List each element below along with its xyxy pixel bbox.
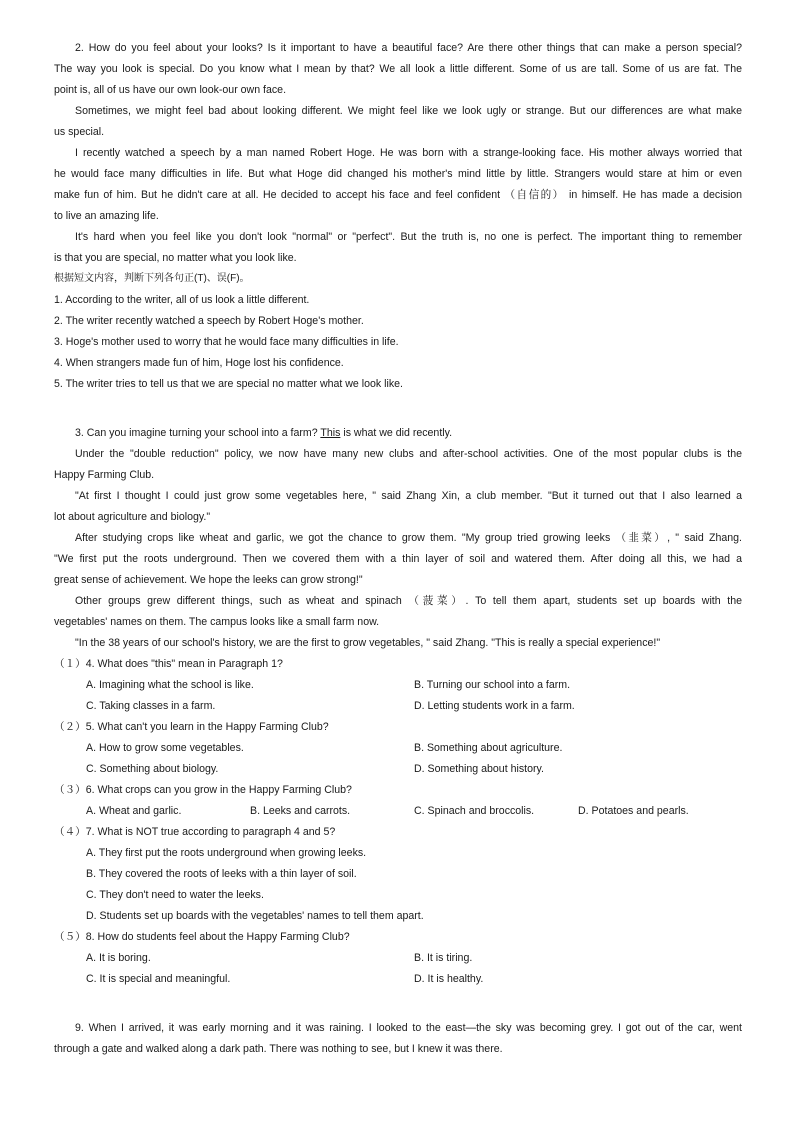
option-d: D. Potatoes and pearls. (578, 805, 689, 817)
passage3-text: 3. Can you imagine turning your school into a farm? (75, 427, 321, 439)
option-a: A. They first put the roots underground when growing leeks. (86, 847, 367, 859)
passage9-line: 9. When I arrived, it was early morning and it was raining. I looked to the east—the sky was becoming grey. I got out of the car, went (75, 1022, 742, 1034)
tf-statement: 3. Hoge's mother used to worry that he would face many difficulties in life. (54, 336, 399, 348)
passage3-line: Happy Farming Club. (54, 469, 155, 481)
option-b: B. Something about agriculture. (414, 742, 563, 754)
question-stem: （５）8. How do students feel about the Happy Farming Club? (54, 931, 350, 943)
passage2-line: to live an amazing life. (54, 210, 159, 222)
question-stem: （３）6. What crops can you grow in the Happy Farming Club? (54, 784, 352, 796)
option-d: D. Letting students work in a farm. (414, 700, 575, 712)
option-a: A. Imagining what the school is like. (86, 679, 254, 691)
passage2-line: point is, all of us have our own look-our own face. (54, 84, 287, 96)
option-c: C. Something about biology. (86, 763, 219, 775)
option-b: B. They covered the roots of leeks with a thin layer of soil. (86, 868, 357, 880)
passage3-line: great sense of achievement. We hope the leeks can grow strong!" (54, 574, 363, 586)
option-c: C. They don't need to water the leeks. (86, 889, 264, 901)
option-d: D. Students set up boards with the vegetables' names to tell them apart. (86, 910, 424, 922)
option-a: A. It is boring. (86, 952, 151, 964)
option-b: B. Leeks and carrots. (250, 805, 351, 817)
option-c: C. Spinach and broccolis. (414, 805, 535, 817)
passage3-line: "We first put the roots underground. Then we covered them with a thin layer of soil and watered them. After doing all this, we had a (54, 553, 742, 565)
option-d: D. Something about history. (414, 763, 544, 775)
tf-statement: 2. The writer recently watched a speech by Robert Hoge's mother. (54, 315, 364, 327)
option-b: B. It is tiring. (414, 952, 473, 964)
question-stem: （２）5. What can't you learn in the Happy Farming Club? (54, 721, 329, 733)
question-stem: （４）7. What is NOT true according to paragraph 4 and 5? (54, 826, 336, 838)
question-stem: （１）4. What does "this" mean in Paragraph 1? (54, 658, 283, 670)
option-a: A. Wheat and garlic. (86, 805, 182, 817)
tf-statement: 1. According to the writer, all of us look a little different. (54, 294, 310, 306)
passage3-line: lot about agriculture and biology." (54, 511, 211, 523)
passage3-line: After studying crops like wheat and garlic, we got the chance to grow them. "My group tried growing leeks （韭菜）, " said Zhang. (75, 532, 742, 544)
passage2-line: us special. (54, 126, 105, 138)
option-c: C. Taking classes in a farm. (86, 700, 216, 712)
underlined-word: This (320, 427, 341, 439)
passage2-line: make fun of him. But he didn't care at all. He decided to accept his face and feel confident （自信的） in himself. He has made a decision (54, 189, 742, 201)
passage3-line: "In the 38 years of our school's history, we are the first to grow vegetables, " said Zhang. "This is really a special experience!" (75, 637, 661, 649)
option-d: D. It is healthy. (414, 973, 484, 985)
passage2-line: 2. How do you feel about your looks? Is it important to have a beautiful face? Are there other things that can make a person special? (75, 42, 742, 54)
passage3-text: is what we did recently. (340, 427, 453, 439)
passage2-line: is that you are special, no matter what you look like. (54, 252, 297, 264)
tf-statement: 5. The writer tries to tell us that we are special no matter what we look like. (54, 378, 403, 390)
passage2-line: Sometimes, we might feel bad about looking different. We might feel like we look ugly or strange. But our differences are what make (75, 105, 742, 117)
passage3-line (54, 426, 742, 440)
passage3-line: vegetables' names on them. The campus looks like a small farm now. (54, 616, 380, 628)
option-a: A. How to grow some vegetables. (86, 742, 244, 754)
passage2-line: he would face many difficulties in life. But what Hoge did changed his mother's mind little by little. Strangers would stare at him or even (54, 168, 742, 180)
passage2-line: It's hard when you feel like you don't look "normal" or "perfect". But the truth is, no one is perfect. The important thing to remember (75, 231, 742, 243)
passage3-line: Under the "double reduction" policy, we now have many new clubs and after-school activities. One of the most popular clubs is the (75, 448, 742, 460)
tf-statement: 4. When strangers made fun of him, Hoge lost his confidence. (54, 357, 344, 369)
option-c: C. It is special and meaningful. (86, 973, 231, 985)
instruction-text: 根据短文内容，判断下列各句正(T)、误(F)。 (54, 273, 250, 284)
passage9-line: through a gate and walked along a dark path. There was nothing to see, but I knew it was there. (54, 1043, 503, 1055)
passage3-line: "At first I thought I could just grow some vegetables here, " said Zhang Xin, a club member. "But it turned out that I also learned a (75, 490, 742, 502)
passage2-line: I recently watched a speech by a man named Robert Hoge. He was born with a strange-looking face. His mother always worried that (75, 147, 742, 159)
passage3-line: Other groups grew different things, such as wheat and spinach （菠菜）. To tell them apart, students set up boards with the (75, 595, 742, 607)
option-b: B. Turning our school into a farm. (414, 679, 571, 691)
passage2-line: The way you look is special. Do you know what I mean by that? We all look a little different. Some of us are tall. Some of us are fat. The (54, 63, 742, 75)
